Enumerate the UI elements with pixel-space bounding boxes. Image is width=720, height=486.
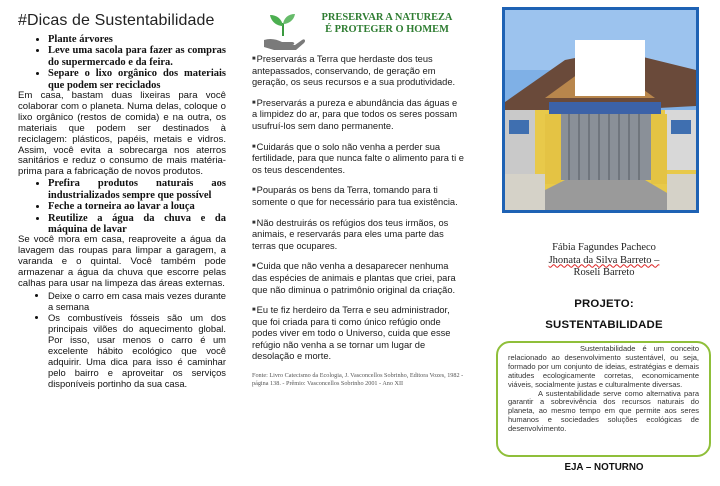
- tips-list-1: [18, 34, 226, 91]
- tips-column: [0, 0, 236, 389]
- bullet-icon: ■: [252, 219, 256, 226]
- list-item: • Os combustíveis fósseis são um dos principais vilões do aquecimento global. Por isso, usar menos o carro é um excelente hábito ecológico que você adquirir. Uma dica para isso é caminhar pelo bairro e aproveitar os serviços disponíveis portinho da sua casa.: [48, 312, 226, 389]
- authors-block: [488, 242, 720, 280]
- author-name: [488, 255, 720, 268]
- list-item: • Leve uma sacola para fazer as compras do supermercado e da feira.: [48, 45, 226, 68]
- bullet-icon: ■: [252, 99, 256, 106]
- list-item: • Reutilize a água da chuva e da máquina de lavar: [48, 213, 226, 236]
- commandment-text: Preservarás a pureza e abundância das águas e a limpidez do ar, para que todos os seres possam usufruí-los sem dano permanente.: [252, 97, 458, 131]
- project-title-line: PROJETO:: [574, 298, 634, 310]
- list-item: • Feche a torneira ao lavar a louça: [48, 201, 226, 212]
- school-building-image: [505, 10, 696, 210]
- source-note: Fonte: Livro Catecismo da Ecologia, J. Vasconcellos Sobrinho, Editora Vozes, 1982 - página 138. - Prêmio: Vasconcellos Sobrinho 2001 - Ano XII: [252, 372, 464, 388]
- hand-with-sprout-icon: [260, 14, 306, 52]
- project-title: [488, 294, 720, 336]
- list-item: • Plante árvores: [48, 34, 226, 45]
- list-item: • Separe o lixo orgânico dos materiais que podem ser reciclados: [48, 68, 226, 91]
- tips-paragraph: Em casa, bastam duas lixeiras para você colaborar com o planeta. Numa delas, coloque o lixo orgânico (restos de comida) e na outra, os materiais que podem ser destinados à reciclagem: plásticos, papéis, metais e vidros. Assim, você evita a sobrecarga nos aterros sanitários e reduz o consumo de mais matéria-prima para a fabricação de novos produtos.: [18, 90, 226, 178]
- commandments-column: [252, 0, 464, 388]
- commandment-text: Não destruirás os refúgios dos teus irmãos, os animais, e reservarás para eles uma parte das terras que ocupares.: [252, 217, 449, 251]
- commandment-item: [252, 218, 464, 253]
- commandment-text: Pouparás os bens da Terra, tomando para ti somente o que for necessário para tua existência.: [252, 185, 458, 207]
- tips-list-3: [18, 290, 226, 389]
- school-photo: [502, 7, 699, 213]
- title-line: É PROTEGER O HOMEM: [325, 23, 449, 35]
- tips-paragraph: Se você mora em casa, reaproveite a água da lavagem das roupas para limpar a garagem, a varanda e o quintal. Você também pode armazenar a água da chuva que escorre pelas calhas para usar na limpeza das áreas externas.: [18, 234, 226, 289]
- commandment-text: Cuida que não venha a desaparecer nenhuma das espécies de animais e plantas que criei, para que não diminua o patrimônio original da criação.: [252, 261, 456, 295]
- author-name-text: Jhonata da Silva Barreto –: [548, 254, 660, 266]
- commandment-item: [252, 185, 464, 208]
- commandment-text: Preservarás a Terra que herdaste dos teus antepassados, conservando, de geração em geração, os seus recursos e a sua produtividade.: [252, 54, 456, 88]
- definition-paragraph: Sustentabilidade é um conceito relacionado ao desenvolvimento sustentável, ou seja, formado por um conjunto de ideias, estratégias e demais atitudes ecologicamente corretas, economicamente viáveis, socialmente justas e culturalmente diversas.: [508, 344, 699, 389]
- commandment-item: [252, 305, 464, 363]
- list-item: • Prefira produtos naturais aos industrializados sempre que possível: [48, 178, 226, 201]
- column-title: [312, 12, 462, 35]
- commandment-item: [252, 98, 464, 133]
- bullet-icon: ■: [252, 307, 256, 314]
- footer-label: EJA – NOTURNO: [564, 462, 644, 473]
- definition-paragraph: A sustentabilidade serve como alternativa para garantir a sobrevivência dos recursos naturais do planeta, ao mesmo tempo em que permite aos seres humanos e sociedades soluções ecológicas de desenvolvimento.: [508, 388, 699, 434]
- bullet-icon: ■: [252, 143, 256, 150]
- bullet-icon: ■: [252, 263, 256, 270]
- definition-box: [496, 341, 711, 457]
- author-name: Roseli Barreto: [573, 267, 635, 279]
- project-title-line: SUSTENTABILIDADE: [545, 319, 663, 331]
- commandment-item: [252, 142, 464, 177]
- bullet-icon: ■: [252, 187, 256, 194]
- title-line: PRESERVAR A NATUREZA: [321, 12, 453, 23]
- tips-title: #Dicas de Sustentabilidade: [18, 12, 215, 29]
- column-header: [252, 8, 464, 54]
- cover-column: [488, 0, 720, 486]
- commandment-item: [252, 54, 464, 89]
- commandment-item: [252, 261, 464, 296]
- list-item: • Deixe o carro em casa mais vezes durante a semana: [48, 290, 226, 312]
- author-name: Fábia Fagundes Pacheco: [552, 242, 656, 253]
- bullet-icon: ■: [252, 56, 256, 62]
- commandment-text: Cuidarás que o solo não venha a perder sua fertilidade, para que nunca falte o alimento para ti e os teus descendentes.: [252, 141, 464, 175]
- tips-list-2: [18, 178, 226, 235]
- commandment-text: Eu te fiz herdeiro da Terra e seu administrador, que foi criada para ti como único refúgio onde podes viver em todo o Universo, cuida que esse refúgio não venha a se tornar um lugar de desolação e morte.: [252, 305, 451, 362]
